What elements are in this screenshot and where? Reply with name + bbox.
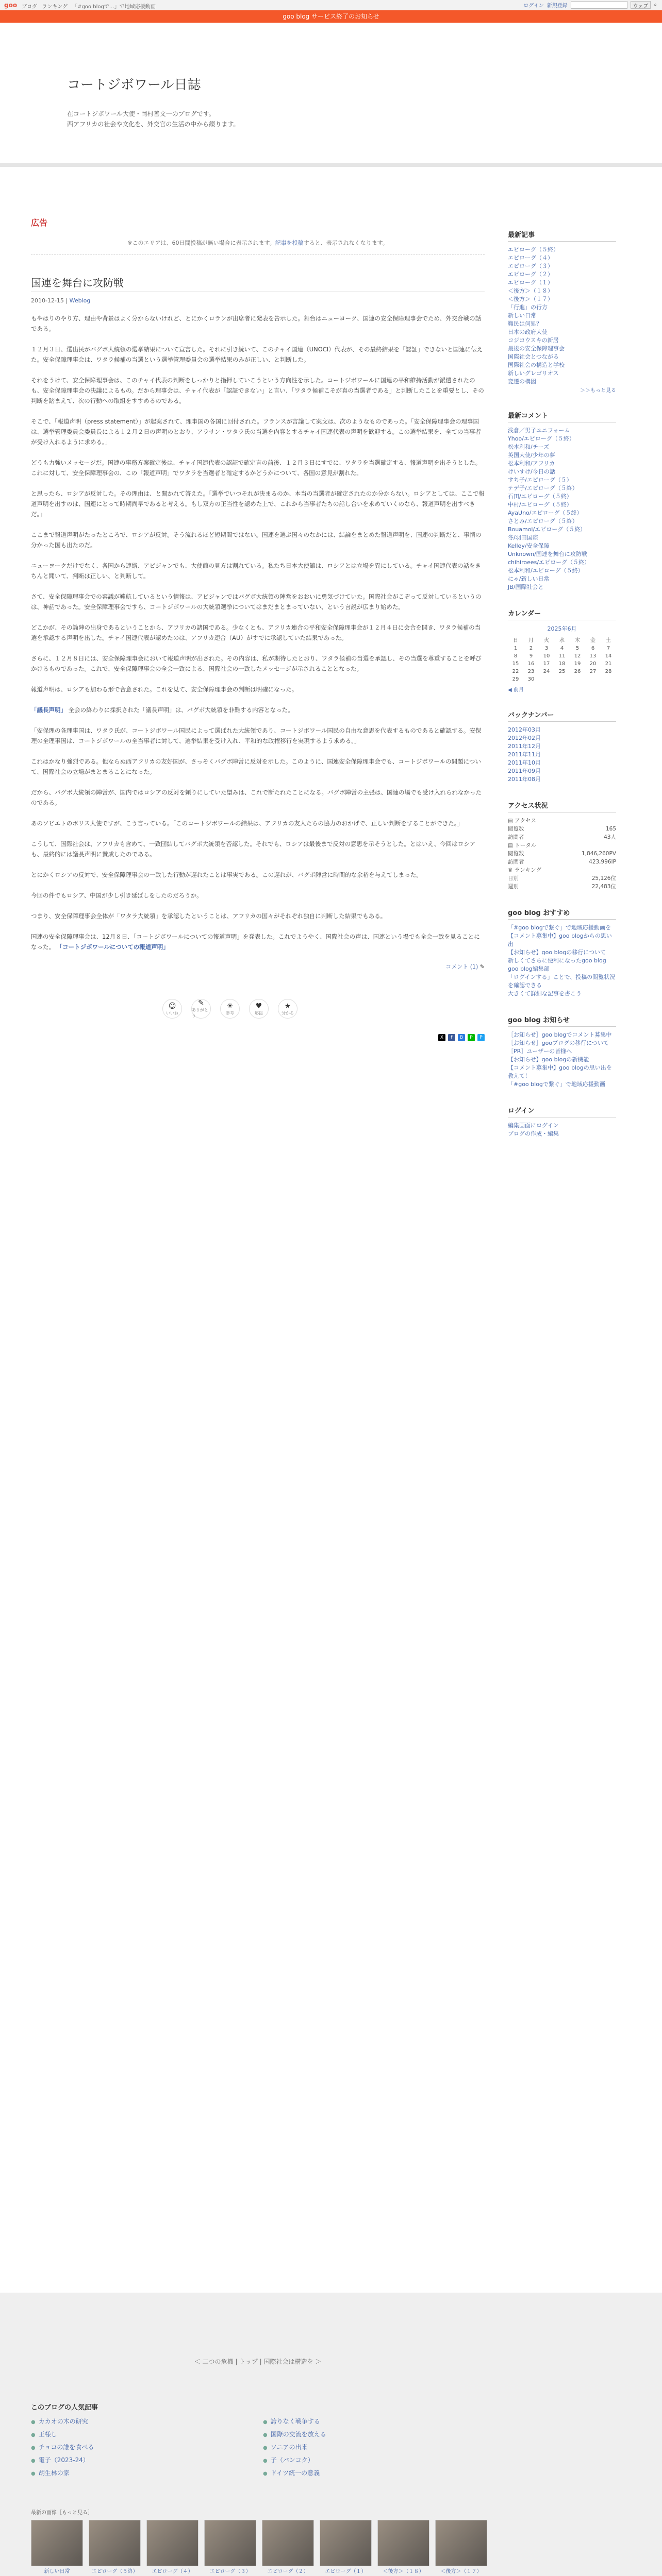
login-item[interactable]: ブログの作成・編集 bbox=[508, 1130, 559, 1137]
recent-comments-title: 最新コメント bbox=[508, 410, 616, 422]
post-paragraph: どうも力強いメッセージだ。国連の事務方案確定後は、チャイ国連代表の認証で確定言の前後、１２月３日にすでに、ワタラを当選確定する、報道声明を出そうとした。これに対して、安全保障理事会の、この「報道声明」でワタラを当選者と確定するかどうかについて、各国の意見が割れた。 bbox=[31, 459, 482, 477]
recent-comment-item[interactable]: 冬/羽田国際 bbox=[508, 534, 538, 541]
recent-comment-item[interactable]: 松本利和/アフリカ bbox=[508, 460, 555, 467]
thumbnail-image[interactable] bbox=[204, 2520, 256, 2566]
goo-recommend bbox=[508, 907, 616, 998]
recent-comment-item[interactable]: 松本利和/エピローグ（５終） bbox=[508, 567, 584, 574]
sidebar bbox=[508, 229, 616, 1155]
chart-icon: ▤ bbox=[508, 818, 513, 824]
post-paragraph: 「安保理の各理事国は、ワタラ氏が、コートジボワール国民によって選ばれた大統領であり、コートジボワール国民の自由な意思を代表するものであると確認する。安保理の全理事国は、コートジボワールの全当事者に対して、選挙結果を受け入れ、平和的な政権移行を実現するよう求める。」 bbox=[31, 727, 482, 744]
reaction-like[interactable] bbox=[162, 999, 182, 1019]
recent-post-item[interactable]: 難民は何処？ bbox=[508, 320, 542, 327]
goo-notice-item[interactable]: 「#goo blogで繋ぐ」で地域応援動画 bbox=[508, 1081, 605, 1088]
popular-item[interactable]: ● 胡生林の家 bbox=[31, 2468, 253, 2477]
goo-recommend-item[interactable]: 【コメント募集中】goo blogからの思い出 bbox=[508, 933, 612, 947]
total-visitors-value: 423,996IP bbox=[589, 859, 616, 865]
post-paragraph: そこで、「報道声明（press statement）」が起案されて、理事国の各国に回付された。フランスが言議して案文は、次のようなものであった。「安全保障理事会の理事国は、選挙管理委員会委員長による１２月２日の声明のとおり、アラサン・ワタラ氏の当選を内容とするチャイ国連代表の声明を歓迎する。この選挙結果を、全ての当事者が受け入れるように求める。」 bbox=[31, 418, 481, 446]
post-body bbox=[31, 313, 485, 952]
visitors-label: 訪問者 bbox=[508, 834, 524, 840]
access-visitors-row bbox=[508, 833, 616, 841]
recent-more-link[interactable]: ＞＞もっと見る bbox=[580, 388, 616, 394]
reaction-label: いいね bbox=[166, 1010, 178, 1015]
thumbnail-image[interactable] bbox=[89, 2520, 141, 2566]
back-numbers-list bbox=[508, 726, 616, 784]
recent-post-item[interactable]: エピローグ（１） bbox=[508, 279, 553, 286]
popular-item[interactable]: ● 国際の交流を放える bbox=[263, 2430, 485, 2438]
calendar-day: 26 bbox=[574, 669, 581, 674]
calendar-day: 16 bbox=[527, 661, 535, 667]
post-meta: 2010-12-15 | Weblog bbox=[31, 297, 91, 304]
thumbnail-caption[interactable]: ＜後方＞（１７） bbox=[440, 2569, 482, 2574]
recent-comment-item[interactable]: JB/国際社会と bbox=[508, 584, 544, 590]
image-thumbnails bbox=[31, 2520, 485, 2575]
thumbnail-image[interactable] bbox=[31, 2520, 83, 2566]
total-visitors-label: 訪問者 bbox=[508, 859, 524, 865]
latest-images-title: 最新の画像［もっと見る］ bbox=[31, 2510, 93, 2516]
calendar-day bbox=[539, 675, 554, 683]
today-value: 165 bbox=[605, 826, 616, 832]
back-number-item[interactable]: 2011年12月 bbox=[508, 743, 541, 750]
recent-post-item[interactable]: 新しい日常 bbox=[508, 312, 536, 319]
calendar-table bbox=[508, 635, 616, 683]
recent-post-item[interactable]: エピローグ（４） bbox=[508, 255, 553, 261]
image-thumbnail[interactable] bbox=[31, 2520, 83, 2575]
login-item[interactable]: 編集画面にログイン bbox=[508, 1122, 559, 1129]
recent-comments bbox=[508, 410, 616, 591]
post-paragraph: 報道声明は、ロシアも加わる形で合意された。これを見て、安全保障理事会の判断は明確になった。 bbox=[31, 686, 298, 693]
lower-section bbox=[31, 2357, 485, 2576]
top-link-ranking[interactable]: ランキング bbox=[42, 4, 68, 10]
visitors-value: 43人 bbox=[604, 834, 616, 840]
image-thumbnail[interactable] bbox=[377, 2520, 429, 2575]
image-thumbnail[interactable] bbox=[89, 2520, 141, 2575]
calendar-day-header: 水 bbox=[559, 638, 565, 643]
total-views-label: 閲覧数 bbox=[508, 851, 524, 857]
calendar-day: 7 bbox=[606, 646, 610, 651]
link-press-statement[interactable]: 「コートジボワールについての報道声明」 bbox=[56, 943, 169, 951]
calendar-day: 15 bbox=[512, 661, 519, 667]
rank-week-label: 週別 bbox=[508, 884, 519, 890]
thumbnail-caption[interactable]: ＜後方＞（１８） bbox=[383, 2569, 424, 2574]
reaction-label: 分かる bbox=[282, 1010, 294, 1015]
thumbnail-caption[interactable]: エピローグ（４） bbox=[152, 2569, 193, 2574]
share-buttons bbox=[31, 1034, 485, 1041]
goo-notice-item[interactable]: 【コメント募集中】goo blogの思い出を教えて！ bbox=[508, 1064, 612, 1079]
line-share-icon[interactable]: P bbox=[468, 1034, 475, 1041]
access-label bbox=[508, 817, 616, 825]
popular-item[interactable]: ● ドイツ統一の意義 bbox=[263, 2468, 485, 2477]
service-end-notice[interactable]: goo blog サービス終了のお知らせ bbox=[0, 10, 662, 23]
back-number-item[interactable]: 2012年02月 bbox=[508, 735, 541, 741]
post-nav[interactable]: ＜ 二つの危機 | トップ | 国際社会は構造を ＞ bbox=[194, 2358, 322, 2365]
thumbnail-image[interactable] bbox=[377, 2520, 429, 2566]
comment-count-link bbox=[31, 962, 485, 971]
calendar-day: 24 bbox=[543, 669, 550, 674]
popular-list bbox=[31, 2417, 485, 2477]
top-link-campaign[interactable]: 「#goo blogで…」で地域応援動画 bbox=[72, 4, 156, 10]
access-views-label: アクセス bbox=[515, 818, 536, 824]
post-paragraph: あのソビエトのボリス大使ですが、こう言っている。「このコートジボワールの結果は、アフリカの友人たちの協力のおかげで、正しい判断をすることができた。」 bbox=[31, 820, 463, 827]
recent-post-item[interactable]: 「行進」の行方 bbox=[508, 304, 548, 311]
post-paragraph: 今回の件でもロシア、中国が少し引き延ばしをしたのだろうか。 bbox=[31, 892, 203, 899]
popular-item[interactable]: ● チョコの誰を食べる bbox=[31, 2443, 253, 2451]
reaction-label: 参考 bbox=[226, 1010, 234, 1015]
calendar-day: 14 bbox=[605, 653, 612, 659]
edit-icon[interactable]: ✎ bbox=[479, 963, 485, 970]
post-paragraph: だから、バグボ大統領の陣営が、国内ではロシアの反対を頼りにしていた望みは、これで断たれたことになる。バグボ陣営の主張は、国連の場でも受け入れられなかったのである。 bbox=[31, 789, 482, 806]
reaction-icon: ✎ bbox=[198, 999, 204, 1007]
goo-recommend-item[interactable]: 【お知らせ】goo blogの移行について bbox=[508, 949, 606, 956]
thumbnail-caption[interactable]: エピローグ（２） bbox=[267, 2569, 309, 2574]
reaction-icon: ♥ bbox=[255, 1002, 262, 1010]
today-label: 閲覧数 bbox=[508, 826, 524, 832]
calendar-day: 29 bbox=[512, 676, 519, 682]
post-paragraph bbox=[31, 705, 485, 715]
recent-comment-item[interactable]: 中村/エピローグ（５終） bbox=[508, 501, 572, 508]
back-number-item[interactable]: 2011年10月 bbox=[508, 759, 541, 766]
ad-label: 広告 bbox=[31, 218, 48, 228]
recent-post-item[interactable]: ＜後方＞（１８） bbox=[508, 287, 553, 294]
goo-recommend-item[interactable]: 新しくてさらに便利になったgoo blog bbox=[508, 957, 606, 964]
post-paragraph bbox=[31, 931, 485, 952]
popular-item[interactable]: ● ソニアの出来 bbox=[263, 2443, 485, 2451]
calendar-day: 19 bbox=[574, 661, 581, 667]
calendar-day: 6 bbox=[591, 646, 595, 651]
recent-comment-item[interactable]: テデ子/エピローグ（５終） bbox=[508, 485, 578, 492]
goo-notice-item[interactable]: 【お知らせ】goo blogの新機能 bbox=[508, 1056, 589, 1063]
rank-week-row bbox=[508, 883, 616, 891]
recent-comment-item[interactable]: Bouamoi/エピローグ（５終） bbox=[508, 526, 586, 533]
calendar-day bbox=[601, 675, 616, 683]
recent-comment-item[interactable]: 英国大使/少年の夢 bbox=[508, 452, 555, 459]
recent-post-item[interactable]: エピローグ（２） bbox=[508, 271, 553, 278]
calendar-day: 10 bbox=[543, 653, 550, 659]
calendar-day-header: 月 bbox=[528, 638, 534, 643]
goo-logo[interactable]: goo bbox=[4, 2, 18, 9]
goo-recommend-item[interactable]: 「ログインする」ことで、投稿の閲覧状況を確認できる bbox=[508, 974, 616, 989]
recent-post-item[interactable]: エピローグ（３） bbox=[508, 263, 553, 269]
post-paragraph: ここまで報道声明がたったところで、ロシアが反対。そう流れるほど短期間ではない。国連を選ぶ国々のなかには、結論をまとめた報道声明を、国連の判断だと、事情の分かった国も出たのだ。 bbox=[31, 531, 482, 549]
calendar-day: 12 bbox=[574, 653, 581, 659]
recent-post-item[interactable]: ＜後方＞（１７） bbox=[508, 296, 553, 302]
total-label: トータル bbox=[515, 842, 537, 849]
search-icon[interactable]: ⌕ bbox=[654, 2, 657, 8]
calendar-day-header: 木 bbox=[575, 638, 580, 643]
calendar-day bbox=[585, 675, 601, 683]
blog-description bbox=[67, 109, 239, 129]
reaction-icon: ★ bbox=[284, 1002, 291, 1010]
calendar-day: 9 bbox=[529, 653, 533, 659]
popular-item[interactable]: ● 子（バンコク） bbox=[263, 2455, 485, 2464]
image-thumbnail[interactable] bbox=[320, 2520, 372, 2575]
thumbnail-caption[interactable]: エピローグ（１） bbox=[325, 2569, 367, 2574]
recent-comments-list bbox=[508, 427, 616, 591]
total-icon: ▤ bbox=[508, 842, 513, 849]
goo-recommend-title: goo blog おすすめ bbox=[508, 907, 616, 920]
access-body bbox=[508, 817, 616, 891]
calendar-day: 23 bbox=[527, 669, 535, 674]
recent-post-item[interactable]: 最後の安全保障理事会 bbox=[508, 345, 565, 352]
thumbnail-image[interactable] bbox=[146, 2520, 198, 2566]
access-today-row bbox=[508, 825, 616, 833]
recent-post-item[interactable]: コジコウスキの新居 bbox=[508, 337, 559, 344]
recent-comment-item[interactable]: 松本利和/チーズ bbox=[508, 444, 550, 450]
recent-comment-item[interactable]: さとみ/エピローグ（５終） bbox=[508, 518, 578, 524]
popular-item[interactable]: ● 王様し bbox=[31, 2430, 253, 2438]
post-paragraph: どこかが、その論陣の出身であるということから、アフリカの諸国である。少なくとも、アフリカ連合の平和安全保障理事会が１２月４日に会合を開き、ワタラ候補の当選を承認する声明を出した。チャイ国連代表が認めたのは、アフリカ連合（AU）がすでに承認していた結果であった。 bbox=[31, 624, 481, 641]
calendar-day-header: 金 bbox=[590, 638, 595, 643]
goo-notices bbox=[508, 1014, 616, 1089]
post-paragraph: つまり、安全保障理事会全体が「ワタラ大統領」を承認したということは、アフリカの国々がそれぞれ独自に判断した結果でもある。 bbox=[31, 912, 387, 920]
recent-posts-list bbox=[508, 246, 616, 386]
reaction-agree[interactable] bbox=[278, 999, 297, 1019]
goo-notice-item[interactable]: ［お知らせ］gooブログの移行について bbox=[508, 1040, 609, 1046]
pr-text: ※このエリアは、60日間投稿が無い場合に表示されます。 bbox=[127, 240, 275, 246]
recent-comment-item[interactable]: AyaUno/エピローグ（５終） bbox=[508, 510, 583, 516]
thumbnail-image[interactable] bbox=[320, 2520, 372, 2566]
calendar-day: 2 bbox=[529, 646, 533, 651]
calendar-day bbox=[570, 675, 585, 683]
access-total-label bbox=[508, 841, 616, 850]
rank-week-value: 22,483位 bbox=[591, 884, 616, 890]
calendar-day: 3 bbox=[544, 646, 549, 651]
latest-images bbox=[31, 2508, 485, 2575]
blog-desc-line-2: 西アフリカの社会や文化を、外交官の生活の中から綴ります。 bbox=[67, 121, 240, 128]
back-number-item[interactable]: 2011年09月 bbox=[508, 768, 541, 774]
goo-notices-title: goo blog お知らせ bbox=[508, 1014, 616, 1027]
image-thumbnail[interactable] bbox=[146, 2520, 198, 2575]
back-number-item[interactable]: 2012年03月 bbox=[508, 726, 541, 733]
reaction-label: ありがとう bbox=[192, 1008, 208, 1018]
post-date: 2010-12-15 bbox=[31, 297, 64, 304]
calendar-day: 11 bbox=[558, 653, 566, 659]
x-share-icon[interactable]: X bbox=[438, 1034, 445, 1041]
goo-recommend-item[interactable]: goo blog編集部 bbox=[508, 965, 550, 972]
popular-item[interactable]: ● 誇りなく戦争する bbox=[263, 2417, 485, 2426]
recent-post-item[interactable]: 日本の政府大使 bbox=[508, 329, 548, 335]
comment-link[interactable]: コメント (1) bbox=[445, 963, 478, 970]
link-chair-statement[interactable]: 「議長声明」 bbox=[31, 706, 67, 714]
recent-comment-item[interactable]: 浅倉／男子ユニフォーム bbox=[508, 427, 570, 434]
rank-day-label: 日別 bbox=[508, 875, 519, 882]
pocket-share-icon[interactable]: P bbox=[477, 1034, 485, 1041]
recent-comment-item[interactable]: けいすけ/今日の話 bbox=[508, 468, 555, 475]
top-right bbox=[523, 1, 657, 9]
calendar-day: 20 bbox=[589, 661, 597, 667]
total-views-row bbox=[508, 850, 616, 858]
popular-item[interactable]: ● 電子（2023-24） bbox=[31, 2455, 253, 2464]
calendar-day-header: 土 bbox=[606, 638, 611, 643]
top-links bbox=[22, 2, 159, 10]
hatena-share-icon[interactable]: B bbox=[458, 1034, 465, 1041]
thumbnail-caption[interactable]: エピローグ（５終） bbox=[91, 2569, 138, 2574]
reaction-helpful[interactable] bbox=[220, 999, 240, 1019]
post-title[interactable]: 国連を舞台に攻防戦 bbox=[31, 275, 485, 292]
rank-day-value: 25,126位 bbox=[591, 875, 616, 882]
calendar-day: 8 bbox=[514, 653, 518, 659]
recent-post-item[interactable]: 国際社会の構造と学校 bbox=[508, 362, 565, 368]
reaction-icon: ☺ bbox=[168, 1002, 176, 1010]
back-numbers-title: バックナンバー bbox=[508, 709, 616, 722]
calendar-day: 1 bbox=[514, 646, 518, 651]
recent-posts-title: 最新記事 bbox=[508, 229, 616, 242]
calendar-day: 28 bbox=[605, 669, 612, 674]
post-paragraph: それをうけて、安全保障理事会は、このチャイ代表の判断をしっかりと指揮していこうという方向性を示した。コートジボワールに国連の平和維持活動が派遣されたのも、安全保障理事会の決議によるもの。だから理事会は、チャイ代表が「認証できない」と言い、「ワタラ候補こそが真の当選者である」と判断したことを重要とし、その判断を踏まえて、次の行動への取組をすすめるのである。 bbox=[31, 377, 484, 404]
calendar-prev-link[interactable]: ◀ 前月 bbox=[508, 687, 524, 693]
login-title: ログイン bbox=[508, 1105, 616, 1117]
image-thumbnail[interactable] bbox=[262, 2520, 314, 2575]
calendar-day: 13 bbox=[589, 653, 597, 659]
post-paragraph: こうして、国際社会は、アフリカも含めて、一致団結してバグボ大統領を否認した。それでも、ロシアは最後まで反対の意思を示そうとした。とはいえ、今回はロシアも、最終的には議長声明に賛成したのである。 bbox=[31, 840, 476, 858]
reaction-buttons bbox=[162, 999, 485, 1019]
recent-comment-item[interactable]: chihiroees/エピローグ（５終） bbox=[508, 559, 590, 566]
goo-notices-list bbox=[508, 1031, 616, 1089]
recent-comment-item[interactable]: にゃ/新しい日常 bbox=[508, 575, 550, 582]
rank-day-row bbox=[508, 874, 616, 883]
login-link[interactable]: ログイン bbox=[523, 3, 544, 9]
post-paragraph: と思ったら、ロシアが反対した。その理由は、と聞かれて答えた。「選挙でいつそれが決まるのか、本当の当選者が確定されたのか分からない。ロシアとしては、ここで報道声明を出すのは、国連にとって時期尚早であると考える。もし双方の正当性を認めた上で、これから当事者たちの話し合いを求めていくのなら、報道声明を出すべきだ。」 bbox=[31, 490, 485, 518]
pr-notice bbox=[31, 239, 485, 255]
pr-tail: すると、表示されなくなります。 bbox=[303, 240, 388, 246]
post-paragraph: これはかなり強烈である。他ならぬ西アフリカの友好国が、さっそくバグボ陣営に反対を示した。このように、国連安全保障理事会でも、コートジボワールの問題について、国際社会の立場がまとまることになった。 bbox=[31, 758, 481, 775]
recent-comment-item[interactable]: Kelley/安全保障 bbox=[508, 543, 550, 549]
total-visitors-row bbox=[508, 858, 616, 866]
ranking-label bbox=[508, 866, 616, 874]
recent-comment-item[interactable]: Yhoo/エピローグ（５終） bbox=[508, 435, 575, 442]
total-views-value: 1,846,260PV bbox=[582, 851, 616, 857]
post-paragraph-text: 国連の安全保障理事会は、12月８日、「コートジボワールについての報道声明」を発表した。これでようやく、国際社会の声は、国連という場でも全会一致を見ることになった。 bbox=[31, 933, 480, 951]
calendar-title: カレンダー bbox=[508, 608, 616, 620]
calendar-day-header: 日 bbox=[513, 638, 518, 643]
crown-icon: ♛ bbox=[508, 867, 513, 873]
pr-post-link[interactable]: 記事を投稿 bbox=[275, 240, 304, 246]
post-paragraph: さて、安全保障理事会での審議が難航しているという情報は、アビジャンではバグボ大統領の陣営をおおいに勇気づけていた。国際社会がこぞって反対しているというのは、神話であった。安全保障理事会ですら、コートジボワールの大統領選挙についてはまだまとまっていない、という言説が広まり始めた。 bbox=[31, 593, 482, 611]
back-numbers bbox=[508, 709, 616, 784]
recent-post-item[interactable]: エピローグ（５終） bbox=[508, 246, 559, 253]
goo-recommend-item[interactable]: 「#goo blogで繋ぐ」で地域応援動画を bbox=[508, 924, 611, 931]
top-link-blog[interactable]: ブログ bbox=[22, 4, 37, 10]
calendar-day: 18 bbox=[558, 661, 566, 667]
top-bar bbox=[0, 0, 662, 10]
image-thumbnail[interactable] bbox=[204, 2520, 256, 2575]
recent-post-item[interactable]: 新しいグレゴリオス bbox=[508, 370, 559, 377]
calendar-day: 5 bbox=[575, 646, 580, 651]
popular-title: このブログの人気記事 bbox=[31, 2404, 98, 2412]
goo-recommend-list bbox=[508, 924, 616, 998]
recent-posts bbox=[508, 229, 616, 394]
rank-label: ランキング bbox=[514, 867, 541, 873]
thumbnail-image[interactable] bbox=[262, 2520, 314, 2566]
recent-post-item[interactable]: 国際社会とつながる bbox=[508, 353, 559, 360]
post-paragraph: ニューヨークだけでなく、各国から連絡、アビジャンでも、大使館の見方は割れている。私たち日本大使館は、ロシアとは立場を異にしている。チャイ国連代表の話をきちんと聞いて、判断は正しい、と判断して。 bbox=[31, 562, 482, 580]
search-input[interactable] bbox=[571, 1, 627, 9]
calendar-day bbox=[554, 675, 570, 683]
reaction-thanks[interactable] bbox=[191, 999, 211, 1019]
reaction-label: 応援 bbox=[255, 1010, 263, 1015]
thumbnail-image[interactable] bbox=[435, 2520, 487, 2566]
reaction-cheer[interactable] bbox=[249, 999, 269, 1019]
image-thumbnail[interactable] bbox=[435, 2520, 487, 2575]
search-button[interactable]: ウェブ bbox=[631, 1, 651, 9]
goo-recommend-item[interactable]: 大きくて詳細な記事を書こう bbox=[508, 990, 582, 997]
post-paragraph: とにかくロシアの反対で、安全保障理事会の一致した行動が遅れたことは事実である。この遅れが、バグボ陣営に時間的な余裕を与えてしまった。 bbox=[31, 871, 422, 878]
thumbnail-caption[interactable]: エピローグ（３） bbox=[209, 2569, 251, 2574]
calendar-day: 17 bbox=[543, 661, 550, 667]
login-list bbox=[508, 1122, 616, 1138]
goo-notice-item[interactable]: ［お知らせ］goo blogでコメント募集中 bbox=[508, 1031, 612, 1038]
post-category[interactable]: Weblog bbox=[69, 297, 91, 304]
facebook-share-icon[interactable]: f bbox=[448, 1034, 455, 1041]
post-paragraph: さらに、１２月８日には、安全保障理事会において報道声明が出された。その内容は、私が期待したとおり、ワタラ候補の当選を承認し、その当選を尊重することを呼びかけるものであった。これで、安全保障理事会の全会一致による、国際社会の一致したメッセージが示されることとなった。 bbox=[31, 655, 482, 672]
recent-comment-item[interactable]: Unknown/国連を舞台に攻防戦 bbox=[508, 551, 587, 557]
calendar-day: 22 bbox=[512, 669, 519, 674]
calendar-day: 21 bbox=[605, 661, 612, 667]
access-stats bbox=[508, 800, 616, 891]
post-paragraph: もやはりのやり方、理由や背景はよく分からないけれど、とにかくロランが出席者に発表を告示した。舞台はニューヨーク、国連の安全保障理事会でため、外交合戦の話である。 bbox=[31, 315, 482, 332]
calendar-day: 25 bbox=[558, 669, 566, 674]
popular-posts bbox=[31, 2402, 485, 2477]
calendar-month: 2025年6月 bbox=[547, 625, 577, 632]
login-box bbox=[508, 1105, 616, 1138]
back-number-item[interactable]: 2011年11月 bbox=[508, 751, 541, 758]
goo-notice-item[interactable]: ［PR］ユーザーの皆様へ bbox=[508, 1048, 572, 1055]
recent-comment-item[interactable]: 石田/エピローグ（５終） bbox=[508, 493, 572, 500]
popular-item[interactable]: ● カカオの木の研究 bbox=[31, 2417, 253, 2426]
post-paragraph-text: 全会の終わりに採択された「議長声明」は、バグボ大統領を非難する内容となった。 bbox=[68, 706, 294, 714]
recent-comment-item[interactable]: すち子/エピローグ（５） bbox=[508, 477, 572, 483]
thumbnail-caption[interactable]: 新しい日常 bbox=[44, 2569, 70, 2574]
back-number-item[interactable]: 2011年08月 bbox=[508, 776, 541, 783]
calendar-day: 4 bbox=[560, 646, 564, 651]
blog-title[interactable]: コートジボワール日誌 bbox=[67, 77, 201, 93]
calendar-day-header: 火 bbox=[544, 638, 549, 643]
recent-post-item[interactable]: 変遷の構図 bbox=[508, 378, 536, 385]
access-title: アクセス状況 bbox=[508, 800, 616, 812]
post-paragraph: １２月３日、選出民がバグボ大統領の選挙結果について宣言した。それに引き続いて、このチャイ国連（UNOCI）代表が、その最終結果を「認証」できないと国連に伝えた。安全保障理事会は、ワタラ候補の当選という選挙管理委員会の選挙結果のみが正しい、と判断した。 bbox=[31, 346, 483, 363]
signup-link[interactable]: 新規登録 bbox=[547, 3, 568, 9]
calendar-day: 27 bbox=[589, 669, 597, 674]
blog-header bbox=[0, 23, 662, 167]
reaction-icon: ☀ bbox=[226, 1002, 234, 1010]
main-column bbox=[31, 216, 485, 1041]
blog-desc-line-1: 在コートジボワール大使・岡村善文一のブログです。 bbox=[67, 110, 215, 117]
calendar bbox=[508, 608, 616, 693]
calendar-day: 30 bbox=[527, 676, 535, 682]
